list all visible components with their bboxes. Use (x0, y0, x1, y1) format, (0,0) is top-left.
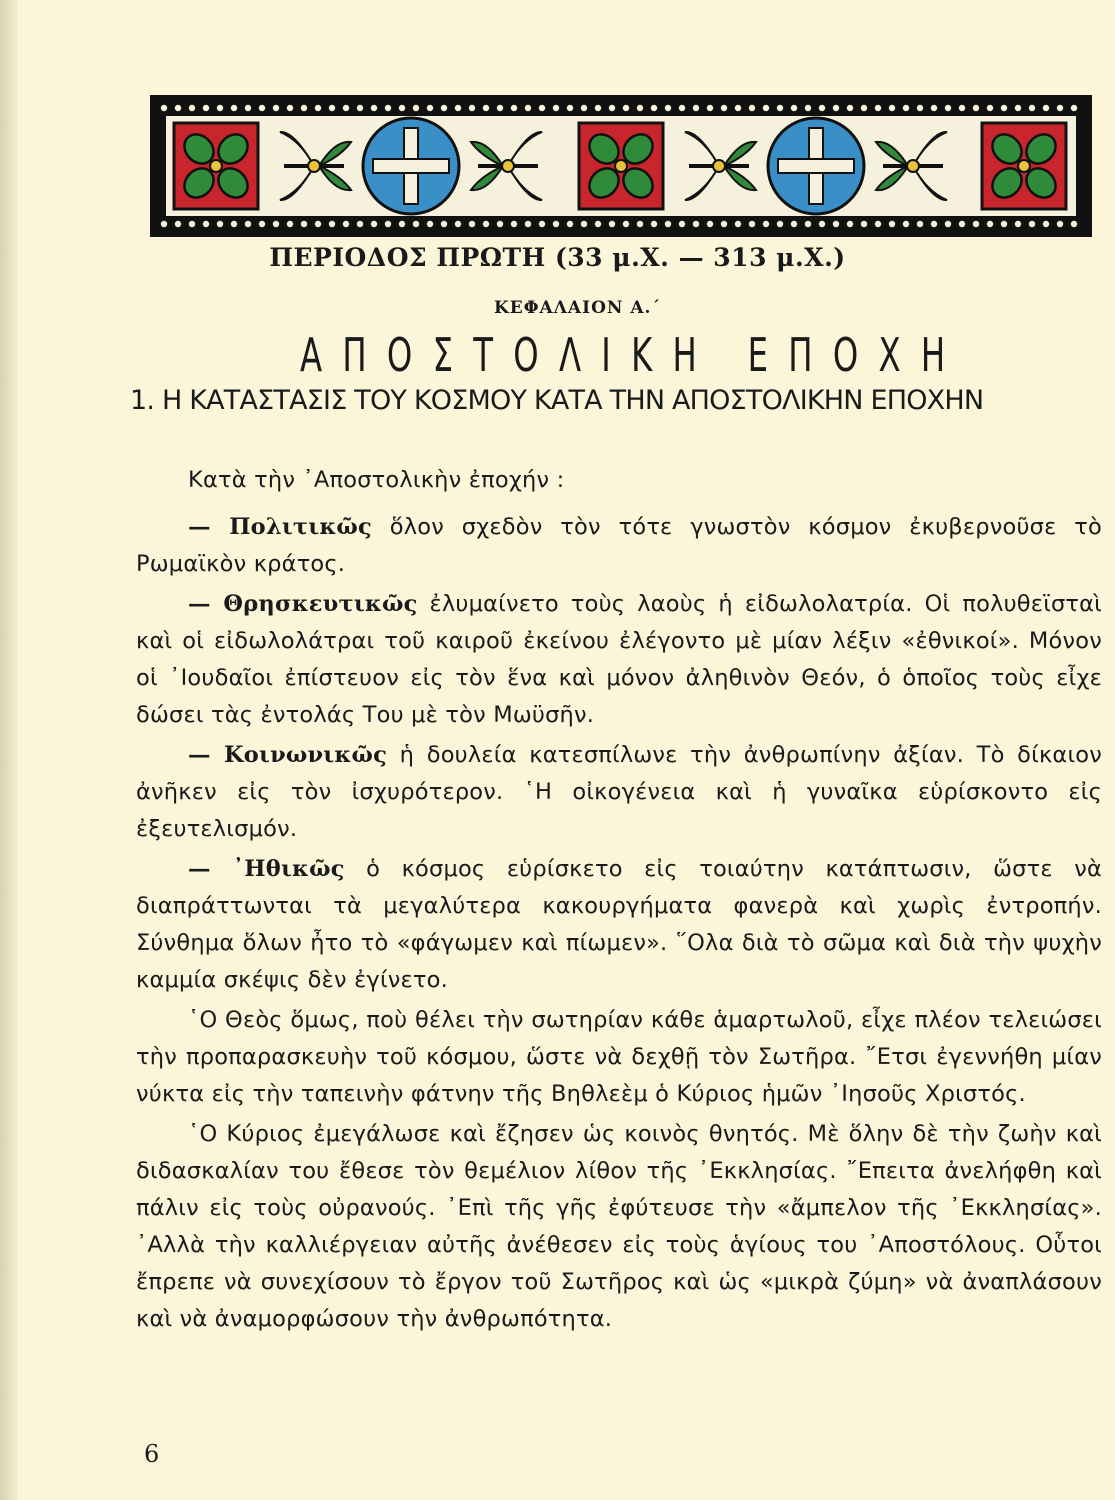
border-dot (427, 221, 433, 227)
border-dot (1043, 221, 1049, 227)
border-dot (245, 221, 251, 227)
border-dot (707, 221, 713, 227)
border-dot (693, 221, 699, 227)
border-dot (805, 221, 811, 227)
border-dot (203, 221, 209, 227)
border-dot (735, 105, 741, 111)
border-dot (161, 221, 167, 227)
border-dot (1029, 105, 1035, 111)
border-dot (413, 105, 419, 111)
border-dot (721, 221, 727, 227)
border-dot (189, 221, 195, 227)
page-edge (0, 0, 18, 1500)
border-dot (903, 105, 909, 111)
border-dot (917, 105, 923, 111)
border-dot (819, 221, 825, 227)
yellow-center (615, 160, 627, 172)
border-dot (651, 105, 657, 111)
vine-bud (907, 160, 919, 172)
border-dot (777, 105, 783, 111)
border-dot (469, 221, 475, 227)
paragraph-god (136, 1002, 1102, 1113)
border-dot (175, 221, 181, 227)
lead-term: — ᾿Ηθικῶς (188, 856, 345, 882)
paragraph-text: ἐλυμαίνετο τοὺς λαοὺς ἡ εἰδωλολατρία. Οἱ πολυθεϊσταὶ καὶ οἱ εἰδωλολάτραι τοῦ καιροῦ ἐκείνου ἐλέγοντο μὲ μίαν λέξιν «ἐθνικοί». Μόνον οἱ ᾿Ιουδαῖοι ἐπίστευον εἰς τὸν ἕνα καὶ μόνον ἀληθινὸν Θεόν, ὁ ὁποῖος τοὺς εἶχε δώσει τὰς ἐντολάς Του μὲ τὸν Μωϋσῆν. (136, 591, 1102, 728)
border-dot (889, 105, 895, 111)
border-dot (483, 105, 489, 111)
border-dot (1071, 221, 1077, 227)
paragraph-text: ὁ κόσμος εὑρίσκετο εἰς τοιαύτην κατάπτωσιν, ὥστε νὰ διαπράττωνται τὰ μεγαλύτερα κακουργήματα φανερὰ καὶ χωρὶς ἐντροπήν. Σύνθημα ὅλων ἦτο τὸ «φάγωμεν καὶ πίωμεν». ῞Ολα διὰ τὸ σῶμα καὶ διὰ τὴν ψυχὴν καμμία σκέψις δὲν ἐγίνετο. (136, 856, 1102, 993)
border-dot (987, 221, 993, 227)
border-dot (497, 105, 503, 111)
border-dot (455, 105, 461, 111)
border-dot (665, 221, 671, 227)
border-dot (721, 105, 727, 111)
border-dot (791, 105, 797, 111)
border-dot (931, 105, 937, 111)
border-dot (595, 105, 601, 111)
border-dot (763, 105, 769, 111)
border-dot (1001, 221, 1007, 227)
border-dot (273, 105, 279, 111)
border-dot (735, 221, 741, 227)
border-dot (539, 105, 545, 111)
border-dot (679, 105, 685, 111)
border-dot (175, 105, 181, 111)
border-dot (665, 105, 671, 111)
border-dot (833, 105, 839, 111)
border-dot (1043, 105, 1049, 111)
paragraph-religious (136, 586, 1102, 734)
border-dot (609, 221, 615, 227)
chapter-label: ΚΕΦΑΛΑΙΟΝ Α.΄ (494, 298, 661, 318)
border-dot (833, 221, 839, 227)
border-dot (329, 105, 335, 111)
border-dot (903, 221, 909, 227)
border-dot (623, 221, 629, 227)
border-dot (441, 221, 447, 227)
border-dot (385, 105, 391, 111)
border-dot (343, 105, 349, 111)
border-dot (931, 221, 937, 227)
border-dot (749, 105, 755, 111)
border-dot (791, 221, 797, 227)
vine-bud (502, 160, 514, 172)
border-dot (1029, 221, 1035, 227)
paragraph-text: ἡ δουλεία κατεσπίλωνε τὴν ἀνθρωπίνην ἀξίαν. Τὸ δίκαιον ἀνῆκεν εἰς τὸν ἰσχυρότερον. ῾Η οἰκογένεια καὶ ἡ γυναῖκα εὑρίσκοντο εἰς ἐξευτελισμόν. (136, 742, 1102, 842)
cross-horizontal (778, 159, 854, 173)
border-dot (357, 221, 363, 227)
border-dot (371, 105, 377, 111)
border-dot (525, 221, 531, 227)
era-title: ΑΠΟΣΤΟΛΙΚΗ ΕΠΟΧΗ (300, 328, 966, 382)
border-dot (385, 221, 391, 227)
border-dot (553, 221, 559, 227)
border-dot (945, 105, 951, 111)
border-dot (511, 221, 517, 227)
border-dot (231, 105, 237, 111)
border-dot (875, 105, 881, 111)
border-dot (1071, 105, 1077, 111)
border-dot (889, 221, 895, 227)
period-heading: ΠΕΡΙΟΔΟΣ ΠΡΩΤΗ (33 μ.Χ. — 313 μ.Χ.) (269, 243, 846, 272)
border-dot (819, 105, 825, 111)
vine-bud (713, 160, 725, 172)
lead-term: — Θρησκευτικῶς (188, 591, 418, 617)
border-dot (217, 221, 223, 227)
border-dot (259, 221, 265, 227)
border-dot (399, 221, 405, 227)
border-dot (651, 221, 657, 227)
border-dot (273, 221, 279, 227)
border-dot (161, 105, 167, 111)
border-dot (595, 221, 601, 227)
border-dot (973, 105, 979, 111)
border-dot (959, 221, 965, 227)
border-dot (917, 221, 923, 227)
section-heading: 1. Η ΚΑΤΑΣΤΑΣΙΣ ΤΟΥ ΚΟΣΜΟΥ ΚΑΤΑ ΤΗΝ ΑΠΟΣΤΟΛΙΚΗΝ ΕΠΟΧΗΝ (130, 385, 984, 416)
border-dot (287, 221, 293, 227)
border-dot (203, 105, 209, 111)
border-dot (623, 105, 629, 111)
border-dot (1001, 105, 1007, 111)
border-dot (357, 105, 363, 111)
border-dot (987, 105, 993, 111)
border-dot (497, 221, 503, 227)
lead-term: — Πολιτικῶς (188, 514, 372, 540)
border-dot (581, 105, 587, 111)
border-dot (679, 221, 685, 227)
paragraph-political (136, 509, 1102, 583)
border-dot (805, 105, 811, 111)
border-dot (861, 221, 867, 227)
border-dot (189, 105, 195, 111)
border-dot (1057, 105, 1063, 111)
border-dot (301, 221, 307, 227)
border-dot (329, 221, 335, 227)
lead-term: — Κοινωνικῶς (188, 742, 387, 768)
border-dot (455, 221, 461, 227)
border-dot (973, 221, 979, 227)
border-dot (427, 105, 433, 111)
ornamental-banner (150, 95, 1092, 237)
paragraph-lord (136, 1116, 1102, 1338)
paragraph-moral (136, 851, 1102, 999)
yellow-center (1018, 160, 1030, 172)
border-dot (287, 105, 293, 111)
border-dot (413, 221, 419, 227)
border-dot (707, 105, 713, 111)
border-dot (539, 221, 545, 227)
border-dot (693, 105, 699, 111)
border-dot (511, 105, 517, 111)
border-dot (441, 105, 447, 111)
border-dot (567, 221, 573, 227)
border-dot (1015, 105, 1021, 111)
border-dot (525, 105, 531, 111)
paragraph-text: ῾Ο Θεὸς ὅμως, ποὺ θέλει τὴν σωτηρίαν κάθε ἁμαρτωλοῦ, εἶχε πλέον τελειώσει τὴν προπαρασκευὴν τοῦ κόσμου, ὥστε νὰ δεχθῇ τὸν Σωτῆρα. ῎Ετσι ἐγεννήθη μίαν νύκτα εἰς τὴν ταπεινὴν φάτνην τῆς Βηθλεὲμ ὁ Κύριος ἡμῶν ᾿Ιησοῦς Χριστός. (136, 1007, 1102, 1107)
border-dot (609, 105, 615, 111)
border-dot (637, 105, 643, 111)
yellow-center (210, 160, 222, 172)
cross-horizontal (373, 159, 449, 173)
border-dot (469, 105, 475, 111)
border-dot (959, 105, 965, 111)
border-dot (1057, 221, 1063, 227)
border-dot (861, 105, 867, 111)
border-dot (231, 221, 237, 227)
paragraph-social (136, 737, 1102, 848)
vine-bud (308, 160, 320, 172)
page-number: 6 (144, 1440, 160, 1468)
border-dot (777, 221, 783, 227)
paragraph-text: ὅλον σχεδὸν τὸν τότε γνωστὸν κόσμον ἐκυβερνοῦσε τὸ Ρωμαϊκὸν κράτος. (136, 514, 1103, 577)
border-dot (749, 221, 755, 227)
border-dot (371, 221, 377, 227)
border-dot (637, 221, 643, 227)
byzantine-ornament (156, 101, 1086, 231)
border-dot (875, 221, 881, 227)
border-dot (945, 221, 951, 227)
border-dot (315, 105, 321, 111)
border-dot (301, 105, 307, 111)
border-dot (581, 221, 587, 227)
paragraph-text: ῾Ο Κύριος ἐμεγάλωσε καὶ ἔζησεν ὡς κοινὸς θνητός. Μὲ ὅλην δὲ τὴν ζωὴν καὶ διδασκαλίαν του ἔθεσε τὸν θεμέλιον λίθον τῆς ᾿Εκκλησίας. ῎Επειτα ἀνελήφθη καὶ πάλιν εἰς τοὺς οὐρανούς. ᾿Επὶ τῆς γῆς ἐφύτευσε τὴν «ἄμπελον τῆς ᾿Εκκλησίας». ᾿Αλλὰ τὴν καλλιέργειαν αὐτῆς ἀνέθεσεν εἰς τοὺς ἁγίους του ᾿Αποστόλους. Οὗτοι ἔπρεπε νὰ συνεχίσουν τὸ ἔργον τοῦ Σωτῆρος καὶ ὡς «μικρὰ ζύμη» νὰ ἀναπλάσουν καὶ νὰ ἀναμορφώσουν τὴν ἀνθρωπότητα. (136, 1121, 1102, 1332)
border-dot (1015, 221, 1021, 227)
border-dot (763, 221, 769, 227)
border-dot (245, 105, 251, 111)
border-dot (847, 105, 853, 111)
border-dot (259, 105, 265, 111)
border-dot (343, 221, 349, 227)
border-dot (217, 105, 223, 111)
border-dot (483, 221, 489, 227)
body-text (136, 462, 1102, 1341)
border-dot (553, 105, 559, 111)
border-dot (315, 221, 321, 227)
border-dot (399, 105, 405, 111)
border-dot (567, 105, 573, 111)
border-dot (847, 221, 853, 227)
intro-line: Κατὰ τὴν ᾿Αποστολικὴν ἐποχήν : (188, 467, 565, 493)
